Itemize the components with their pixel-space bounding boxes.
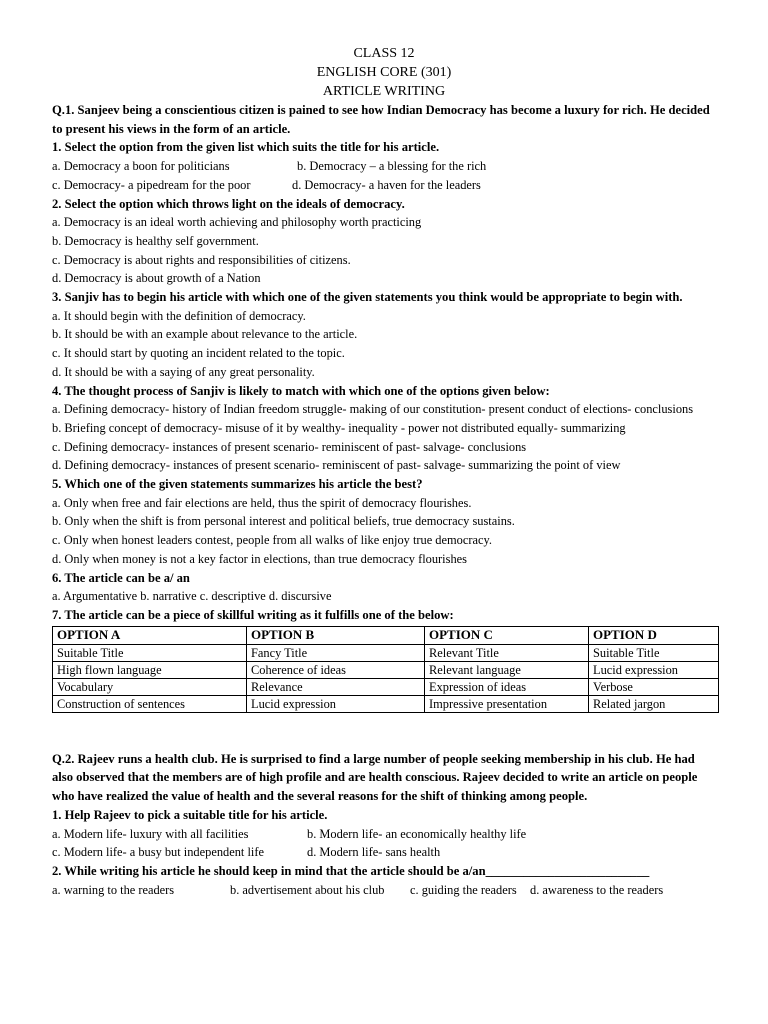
q1-s4-option-c: c. Defining democracy- instances of present scenario- reminiscent of past- salvage- conclusions bbox=[52, 439, 527, 454]
table-cell: Expression of ideas bbox=[425, 678, 589, 695]
q2-s1-row1 bbox=[52, 825, 716, 844]
table-cell: Suitable Title bbox=[53, 644, 247, 661]
table-cell: Construction of sentences bbox=[53, 695, 247, 712]
table-row bbox=[53, 644, 719, 661]
q1-s1-row1 bbox=[52, 157, 716, 176]
q1-s6-options: a. Argumentative b. narrative c. descriptive d. discursive bbox=[52, 589, 332, 604]
q2-s1-question: 1. Help Rajeev to pick a suitable title for his article. bbox=[52, 807, 328, 822]
table-cell: High flown language bbox=[53, 661, 247, 678]
table-cell: Impressive presentation bbox=[425, 695, 589, 712]
table-header-cell: OPTION C bbox=[425, 626, 589, 644]
table-row bbox=[53, 678, 719, 695]
q1-s4-option-d: d. Defining democracy- instances of present scenario- reminiscent of past- salvage- summarizing the point of view bbox=[52, 458, 621, 473]
q1-s5-option-b: b. Only when the shift is from personal interest and political beliefs, true democracy sustains. bbox=[52, 514, 515, 529]
q1-s4-option-b: b. Briefing concept of democracy- misuse of it by wealthy- inequality - power not distributed equally- summarizing bbox=[52, 420, 626, 435]
table-cell: Relevant Title bbox=[425, 644, 589, 661]
q1-s4-question: 4. The thought process of Sanjiv is likely to match with which one of the options given below: bbox=[52, 383, 550, 398]
q2-s1-option-b: b. Modern life- an economically healthy life bbox=[307, 826, 527, 841]
table-cell: Suitable Title bbox=[589, 644, 719, 661]
q2-s1-option-d: d. Modern life- sans health bbox=[307, 845, 441, 860]
q1-s1-option-b: b. Democracy – a blessing for the rich bbox=[297, 159, 487, 174]
q1-s5-question: 5. Which one of the given statements summarizes his article the best? bbox=[52, 477, 423, 492]
table-row bbox=[53, 661, 719, 678]
table-header-cell: OPTION B bbox=[247, 626, 425, 644]
table-header-cell: OPTION A bbox=[53, 626, 247, 644]
table-cell: Relevant language bbox=[425, 661, 589, 678]
q1-s2-option-c: c. Democracy is about rights and responsibilities of citizens. bbox=[52, 252, 351, 267]
table-cell: Vocabulary bbox=[53, 678, 247, 695]
table-cell: Relevance bbox=[247, 678, 425, 695]
q1-s1-row2 bbox=[52, 176, 716, 195]
subject-heading: ENGLISH CORE (301) bbox=[316, 65, 452, 80]
q2-s2-option-a: a. warning to the readers bbox=[52, 882, 175, 897]
topic-heading: ARTICLE WRITING bbox=[322, 84, 446, 99]
q1-s5-option-c: c. Only when honest leaders contest, people from all walks of like enjoy true democracy. bbox=[52, 533, 492, 548]
q2-s2-option-d: d. awareness to the readers bbox=[530, 882, 664, 897]
section-spacer bbox=[52, 713, 716, 750]
q1-s5-option-d: d. Only when money is not a key factor in elections, than true democracy flourishes bbox=[52, 551, 467, 566]
q1-s1-question: 1. Select the option from the given list which suits the title for his article. bbox=[52, 140, 440, 155]
q2-s1-option-a: a. Modern life- luxury with all facilities bbox=[52, 826, 249, 841]
q1-s4-option-a: a. Defining democracy- history of Indian freedom struggle- making of our constitution- present conduct of elections- conclusions bbox=[52, 402, 694, 417]
table-header-cell: OPTION D bbox=[589, 626, 719, 644]
q2-s2-option-c: c. guiding the readers bbox=[410, 882, 517, 897]
q1-s1-option-d: d. Democracy- a haven for the leaders bbox=[292, 177, 481, 192]
table-cell: Fancy Title bbox=[247, 644, 425, 661]
options-table bbox=[52, 626, 719, 713]
q2-s2-question: 2. While writing his article he should keep in mind that the article should be a/an__________________________ bbox=[52, 863, 650, 878]
table-cell: Coherence of ideas bbox=[247, 661, 425, 678]
q2-s1-row2 bbox=[52, 843, 716, 862]
q1-s5-option-a: a. Only when free and fair elections are held, thus the spirit of democracy flourishes. bbox=[52, 495, 472, 510]
q1-s1-option-c: c. Democracy- a pipedream for the poor bbox=[52, 177, 251, 192]
q1-s3-option-d: d. It should be with a saying of any great personality. bbox=[52, 364, 315, 379]
q1-s3-option-a: a. It should begin with the definition of democracy. bbox=[52, 308, 306, 323]
q1-s2-option-d: d. Democracy is about growth of a Nation bbox=[52, 271, 261, 286]
table-cell: Lucid expression bbox=[247, 695, 425, 712]
q2-s2-option-b: b. advertisement about his club bbox=[230, 882, 385, 897]
table-cell: Related jargon bbox=[589, 695, 719, 712]
q2-prompt: Q.2. Rajeev runs a health club. He is surprised to find a large number of people seeking membership in his club. He had also observed that the members are of high profile and are health conscious. Rajeev decided to write an article on people who have realized the value of health and the several reasons for the shift of thinking among people. bbox=[52, 751, 698, 804]
q1-s6-question: 6. The article can be a/ an bbox=[52, 570, 190, 585]
q2-s1-option-c: c. Modern life- a busy but independent life bbox=[52, 845, 264, 860]
table-row bbox=[53, 695, 719, 712]
q1-s2-option-a: a. Democracy is an ideal worth achieving and philosophy worth practicing bbox=[52, 215, 422, 230]
table-cell: Verbose bbox=[589, 678, 719, 695]
q1-s2-question: 2. Select the option which throws light on the ideals of democracy. bbox=[52, 196, 405, 211]
q2-s2-row bbox=[52, 881, 716, 900]
worksheet-page bbox=[52, 44, 716, 899]
q1-s3-option-c: c. It should start by quoting an incident related to the topic. bbox=[52, 346, 345, 361]
class-heading: CLASS 12 bbox=[353, 46, 415, 61]
q1-s7-question: 7. The article can be a piece of skillful writing as it fulfills one of the below: bbox=[52, 607, 454, 622]
q1-s2-option-b: b. Democracy is healthy self government. bbox=[52, 233, 259, 248]
table-cell: Lucid expression bbox=[589, 661, 719, 678]
q1-s3-question: 3. Sanjiv has to begin his article with which one of the given statements you think would be appropriate to begin with. bbox=[52, 290, 683, 305]
q1-s1-option-a: a. Democracy a boon for politicians bbox=[52, 159, 230, 174]
q1-prompt: Q.1. Sanjeev being a conscientious citizen is pained to see how Indian Democracy has become a luxury for rich. He decided to present his views in the form of an article. bbox=[52, 103, 710, 136]
q1-s3-option-b: b. It should be with an example about relevance to the article. bbox=[52, 327, 358, 342]
table-header-row bbox=[53, 626, 719, 644]
